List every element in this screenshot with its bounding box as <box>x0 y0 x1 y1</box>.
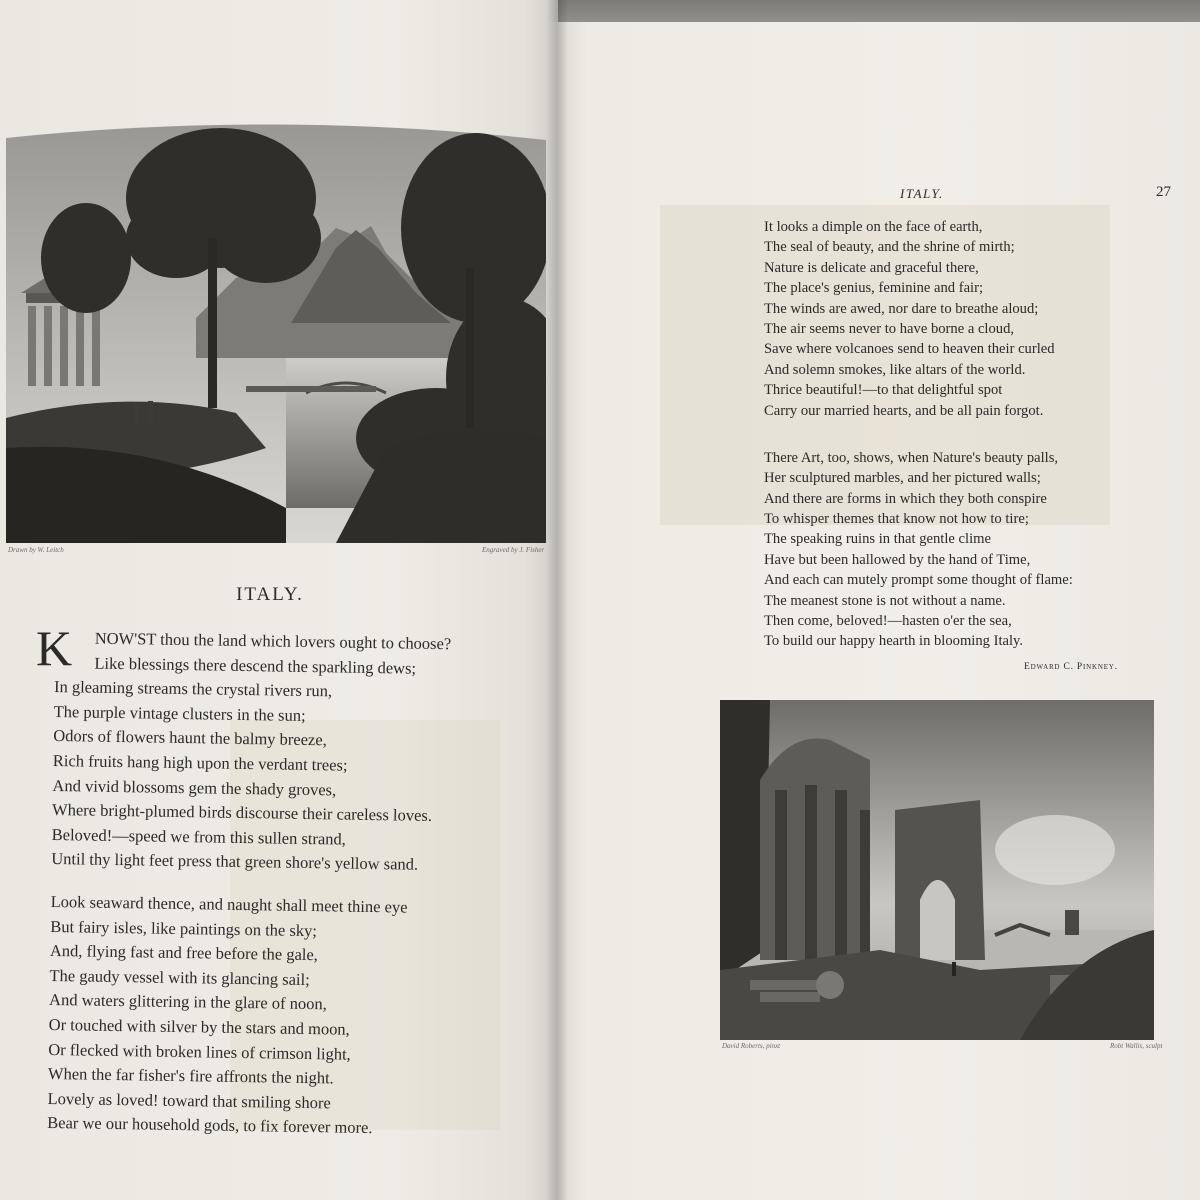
poem-line: Thrice beautiful!—to that delightful spot <box>764 382 1003 399</box>
poem-line: Save where volcanoes send to heaven their curled <box>764 341 1055 358</box>
poem-line: Lovely as loved! toward that smiling shore <box>47 1088 331 1113</box>
engraving-ruins <box>720 700 1154 1040</box>
poem-line: The place's genius, feminine and fair; <box>764 280 984 297</box>
poem-line: Where bright-plumed birds discourse their careless loves. <box>51 800 433 826</box>
poem-line: NOW'ST thou the land which lovers ought to choose? <box>94 628 452 654</box>
poem-line: The winds are awed, nor dare to breathe aloud; <box>764 300 1039 317</box>
poem-line: And vivid blossoms gem the shady groves, <box>52 775 337 799</box>
poem-line: And each can mutely prompt some thought of flame: <box>764 572 1073 589</box>
page-number: 27 <box>1156 184 1171 200</box>
poem-line: Bear we our household gods, to fix forever more. <box>47 1113 373 1138</box>
author-signature: Edward C. Pinkney. <box>1024 662 1118 672</box>
poem-line: To build our happy hearth in blooming Italy. <box>764 633 1024 650</box>
plate-credit-right: Engraved by J. Fisher <box>482 546 545 554</box>
plate-credit-left: Drawn by W. Leitch <box>8 546 64 554</box>
poem-line: The air seems never to have borne a cloud, <box>764 320 1015 337</box>
poem-line: And there are forms in which they both conspire <box>764 490 1047 507</box>
poem-line: Odors of flowers haunt the balmy breeze, <box>53 726 327 750</box>
poem-line: Have but been hallowed by the hand of Time, <box>764 551 1031 568</box>
poem-line: Or touched with silver by the stars and moon, <box>48 1014 350 1039</box>
poem-line: When the far fisher's fire affronts the night. <box>47 1064 334 1088</box>
poem-line: Or flecked with broken lines of crimson light, <box>48 1039 351 1064</box>
poem-line: Until thy light feet press that green shore's yellow sand. <box>51 849 419 875</box>
poem-line: And solemn smokes, like altars of the world. <box>764 361 1026 378</box>
poem-line: The meanest stone is not without a name. <box>764 592 1006 609</box>
poem-line: Rich fruits hang high upon the verdant trees; <box>52 750 348 775</box>
plate-credit-left: David Roberts, pinxt <box>722 1042 781 1050</box>
drop-cap: K <box>36 620 73 676</box>
stanza-break <box>764 421 1073 448</box>
poem-line: Then come, beloved!—hasten o'er the sea, <box>764 613 1012 630</box>
poem-line: The seal of beauty, and the shrine of mirth; <box>764 239 1015 256</box>
poem-line: The purple vintage clusters in the sun; <box>53 701 306 725</box>
poem-line: The gaudy vessel with its glancing sail; <box>49 965 310 989</box>
running-title: ITALY. <box>900 186 944 201</box>
poem-line: In gleaming streams the crystal rivers run, <box>53 677 333 701</box>
poem-line: Her sculptured marbles, and her pictured walls; <box>764 470 1041 487</box>
poem-line: But fairy isles, like paintings on the sky; <box>50 916 318 940</box>
poem-line: And waters glittering in the glare of noon, <box>48 990 327 1014</box>
engraving-lake-landscape <box>6 118 546 543</box>
poem-line: There Art, too, shows, when Nature's beauty palls, <box>764 449 1059 466</box>
poem-line: And, flying fast and free before the gale, <box>49 941 319 965</box>
poem-line: Look seaward thence, and naught shall meet thine eye <box>50 891 408 917</box>
poem-line: Like blessings there descend the sparkling dews; <box>94 653 417 678</box>
poem-line: To whisper themes that know not how to tire; <box>764 511 1029 528</box>
poem-line: Carry our married hearts, and be all pain forgot. <box>764 402 1044 419</box>
poem-line: Nature is delicate and graceful there, <box>764 259 979 276</box>
poem-left-lines <box>47 626 451 1142</box>
poem-line: It looks a dimple on the face of earth, <box>764 219 983 235</box>
poem-right-lines <box>764 217 1073 652</box>
poem-line: The speaking ruins in that gentle clime <box>764 531 991 548</box>
poem-line: Beloved!—speed we from this sullen strand, <box>51 824 347 849</box>
poem-title: ITALY. <box>236 584 304 605</box>
book-gutter <box>546 0 568 1200</box>
plate-credit-right: Robt Wallis, sculpt <box>1110 1042 1163 1050</box>
